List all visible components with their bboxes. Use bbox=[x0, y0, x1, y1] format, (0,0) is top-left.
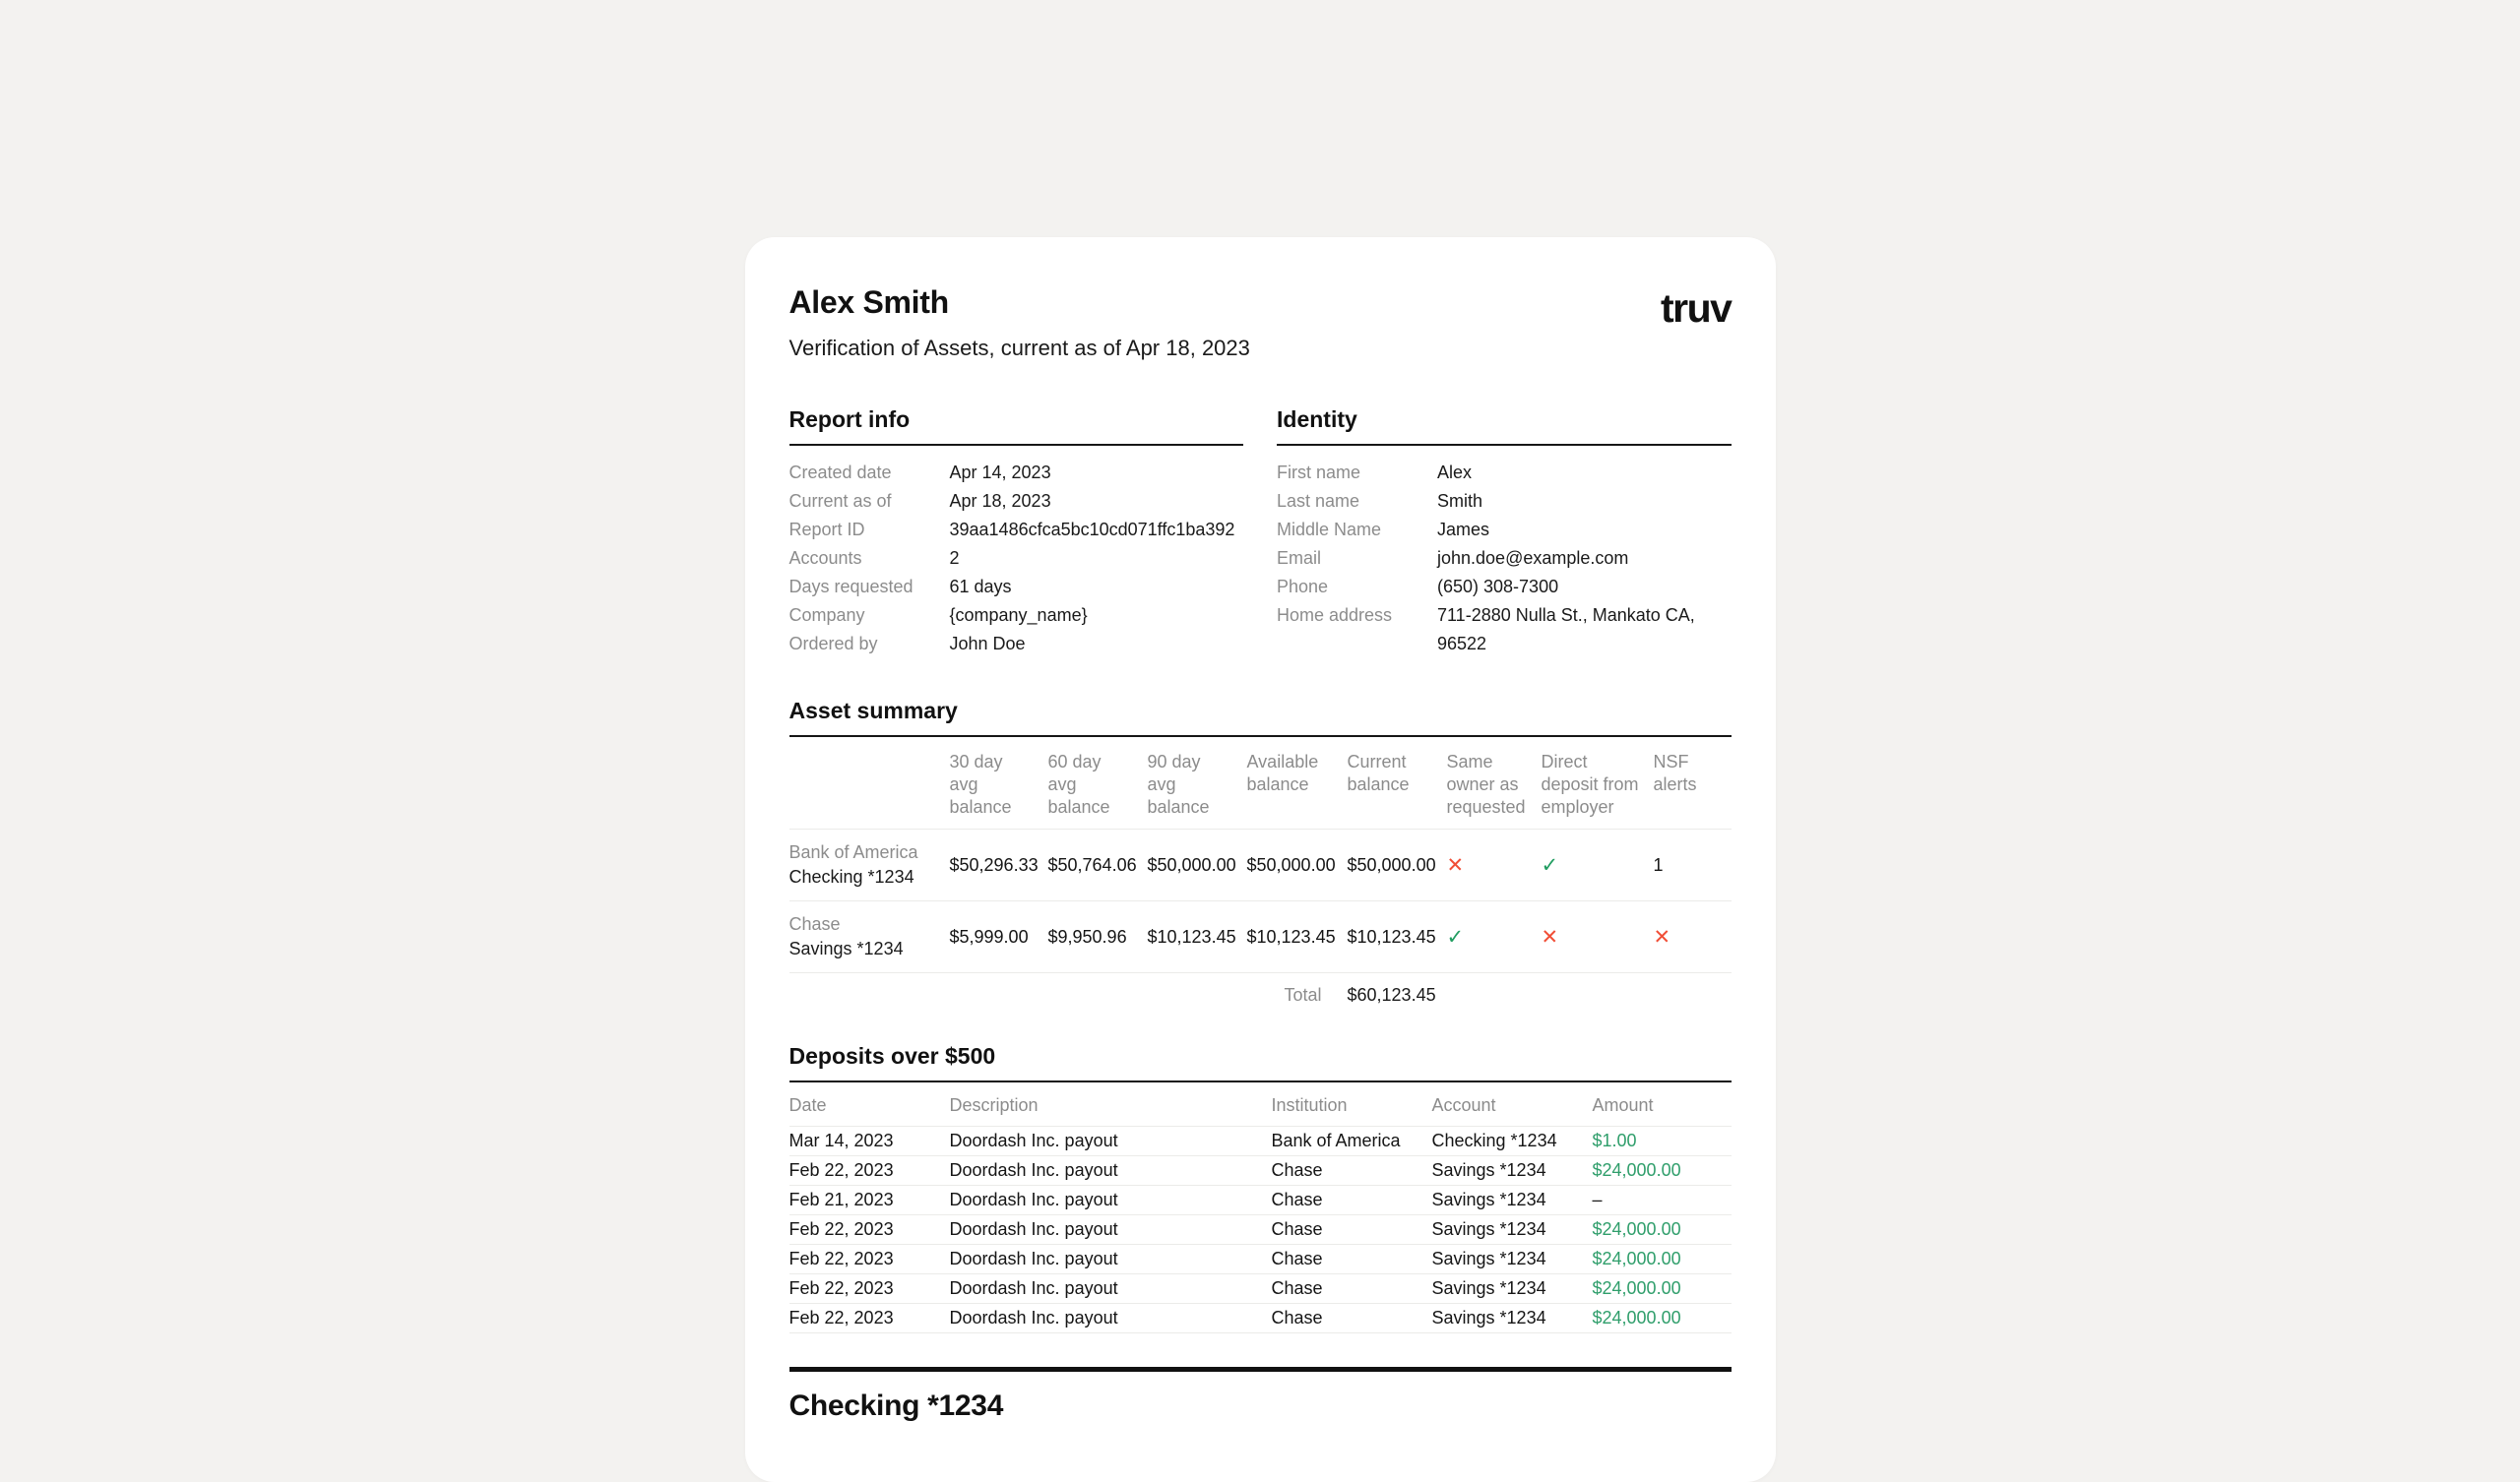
info-value: 711-2880 Nulla St., Mankato CA, 96522 bbox=[1437, 605, 1695, 653]
info-row bbox=[789, 516, 1244, 544]
deposit-account: Savings *1234 bbox=[1431, 1308, 1546, 1328]
deposits-heading: Deposits over $500 bbox=[789, 1043, 1732, 1082]
info-label: First name bbox=[1277, 463, 1361, 482]
asset-summary-section bbox=[789, 698, 1732, 1016]
info-label: Middle Name bbox=[1277, 520, 1382, 539]
total-label: Total bbox=[1284, 985, 1322, 1005]
info-value: {company_name} bbox=[949, 605, 1088, 625]
page-background bbox=[0, 237, 2520, 1477]
info-value: Apr 18, 2023 bbox=[949, 491, 1051, 511]
deposit-date: Feb 22, 2023 bbox=[788, 1278, 894, 1298]
column-header-institution: Institution bbox=[1271, 1095, 1348, 1115]
identity-rows bbox=[1277, 459, 1732, 658]
check-icon: ✓ bbox=[1541, 853, 1559, 877]
deposit-description: Doordash Inc. payout bbox=[949, 1308, 1118, 1328]
deposits-column-headers bbox=[789, 1082, 1732, 1127]
info-row bbox=[1277, 573, 1732, 601]
deposit-institution: Chase bbox=[1271, 1160, 1323, 1180]
deposit-date: Feb 22, 2023 bbox=[788, 1249, 894, 1268]
report-subtitle: Verification of Assets, current as of Apr 18, 2023 bbox=[788, 336, 1250, 360]
info-value: 39aa1486cfca5bc10cd071ffc1ba392 bbox=[949, 520, 1235, 539]
deposit-institution: Chase bbox=[1271, 1278, 1323, 1298]
table-row bbox=[789, 1274, 1732, 1304]
account-section-heading: Checking *1234 bbox=[788, 1389, 1004, 1422]
table-row bbox=[789, 1127, 1732, 1156]
deposit-account: Savings *1234 bbox=[1431, 1160, 1546, 1180]
nsf-alerts-count: 1 bbox=[1653, 854, 1664, 875]
balance-90day: $10,123.45 bbox=[1147, 926, 1236, 947]
cross-icon: ✕ bbox=[1446, 853, 1465, 877]
page-title: Alex Smith bbox=[788, 284, 949, 320]
info-row bbox=[789, 459, 1244, 487]
deposits-section bbox=[789, 1043, 1732, 1333]
deposit-date: Feb 21, 2023 bbox=[788, 1190, 894, 1209]
info-row bbox=[1277, 516, 1732, 544]
account-section-divider bbox=[789, 1367, 1732, 1372]
info-label: Home address bbox=[1277, 605, 1393, 625]
deposit-description: Doordash Inc. payout bbox=[949, 1249, 1118, 1268]
info-label: Company bbox=[788, 605, 865, 625]
column-header-date: Date bbox=[788, 1095, 827, 1115]
balance-available: $50,000.00 bbox=[1246, 854, 1336, 875]
deposit-account: Checking *1234 bbox=[1431, 1131, 1557, 1150]
account-name: Checking *1234 bbox=[788, 867, 914, 887]
table-row bbox=[789, 901, 1732, 973]
info-row bbox=[1277, 601, 1732, 658]
truv-logo: truv bbox=[1661, 285, 1732, 331]
deposit-amount: $24,000.00 bbox=[1592, 1249, 1681, 1268]
info-row bbox=[789, 573, 1244, 601]
deposit-amount: $24,000.00 bbox=[1592, 1278, 1681, 1298]
deposit-description: Doordash Inc. payout bbox=[949, 1278, 1118, 1298]
institution-name: Chase bbox=[788, 914, 841, 934]
column-header-account bbox=[789, 751, 950, 819]
info-label: Accounts bbox=[788, 548, 862, 568]
account-cell bbox=[789, 912, 950, 961]
column-header: 60 day avg balance bbox=[1047, 752, 1110, 817]
table-row bbox=[789, 830, 1732, 901]
balance-available: $10,123.45 bbox=[1246, 926, 1336, 947]
report-info-rows bbox=[789, 459, 1244, 658]
info-value: Apr 14, 2023 bbox=[949, 463, 1051, 482]
account-cell bbox=[789, 840, 950, 890]
info-value: (650) 308-7300 bbox=[1437, 577, 1559, 596]
table-row bbox=[789, 1304, 1732, 1333]
column-header: Direct deposit from employer bbox=[1541, 752, 1639, 817]
deposit-institution: Bank of America bbox=[1271, 1131, 1401, 1150]
cross-icon: ✕ bbox=[1653, 925, 1671, 949]
deposit-date: Feb 22, 2023 bbox=[788, 1219, 894, 1239]
balance-current: $10,123.45 bbox=[1347, 926, 1436, 947]
asset-summary-total-row bbox=[789, 973, 1732, 1016]
info-label: Current as of bbox=[788, 491, 892, 511]
column-header-account: Account bbox=[1431, 1095, 1496, 1115]
info-label: Report ID bbox=[788, 520, 865, 539]
deposit-institution: Chase bbox=[1271, 1219, 1323, 1239]
column-header: 90 day avg balance bbox=[1147, 752, 1210, 817]
identity-section bbox=[1277, 406, 1732, 658]
report-info-heading: Report info bbox=[789, 406, 1244, 446]
balance-current: $50,000.00 bbox=[1347, 854, 1436, 875]
deposit-date: Feb 22, 2023 bbox=[788, 1160, 894, 1180]
info-value: John Doe bbox=[949, 634, 1026, 653]
info-label: Created date bbox=[788, 463, 892, 482]
info-row bbox=[789, 630, 1244, 658]
info-row bbox=[789, 544, 1244, 573]
info-row bbox=[789, 487, 1244, 516]
deposit-account: Savings *1234 bbox=[1431, 1190, 1546, 1209]
balance-60day: $50,764.06 bbox=[1047, 854, 1137, 875]
deposit-account: Savings *1234 bbox=[1431, 1278, 1546, 1298]
deposit-amount: $24,000.00 bbox=[1592, 1219, 1681, 1239]
asset-summary-heading: Asset summary bbox=[789, 698, 1732, 737]
column-header: Current balance bbox=[1347, 752, 1410, 794]
deposit-description: Doordash Inc. payout bbox=[949, 1160, 1118, 1180]
info-value: Alex bbox=[1437, 463, 1473, 482]
info-value: James bbox=[1437, 520, 1490, 539]
table-row bbox=[789, 1215, 1732, 1245]
column-header-description: Description bbox=[949, 1095, 1039, 1115]
deposit-amount: $24,000.00 bbox=[1592, 1160, 1681, 1180]
report-header-text bbox=[789, 284, 1250, 361]
info-row bbox=[1277, 544, 1732, 573]
check-icon: ✓ bbox=[1446, 925, 1465, 949]
info-value: 2 bbox=[949, 548, 960, 568]
deposit-account: Savings *1234 bbox=[1431, 1249, 1546, 1268]
report-info-section bbox=[789, 406, 1244, 658]
balance-30day: $50,296.33 bbox=[949, 854, 1039, 875]
balance-30day: $5,999.00 bbox=[949, 926, 1029, 947]
column-header: Same owner as requested bbox=[1446, 752, 1526, 817]
deposit-description: Doordash Inc. payout bbox=[949, 1219, 1118, 1239]
info-label: Days requested bbox=[788, 577, 914, 596]
info-columns bbox=[789, 406, 1732, 658]
account-name: Savings *1234 bbox=[788, 939, 904, 958]
deposit-institution: Chase bbox=[1271, 1190, 1323, 1209]
info-label: Phone bbox=[1277, 577, 1329, 596]
balance-60day: $9,950.96 bbox=[1047, 926, 1127, 947]
total-value: $60,123.45 bbox=[1347, 985, 1436, 1005]
balance-90day: $50,000.00 bbox=[1147, 854, 1236, 875]
info-label: Last name bbox=[1277, 491, 1360, 511]
cross-icon: ✕ bbox=[1541, 925, 1559, 949]
institution-name: Bank of America bbox=[788, 842, 918, 862]
column-header: Available balance bbox=[1246, 752, 1319, 794]
table-row bbox=[789, 1156, 1732, 1186]
info-label: Ordered by bbox=[788, 634, 878, 653]
info-row bbox=[1277, 459, 1732, 487]
deposit-account: Savings *1234 bbox=[1431, 1219, 1546, 1239]
info-value: Smith bbox=[1437, 491, 1483, 511]
deposit-date: Mar 14, 2023 bbox=[788, 1131, 894, 1150]
column-header: 30 day avg balance bbox=[949, 752, 1012, 817]
deposit-institution: Chase bbox=[1271, 1249, 1323, 1268]
asset-summary-column-headers bbox=[789, 737, 1732, 830]
report-card bbox=[745, 237, 1776, 1482]
deposit-description: Doordash Inc. payout bbox=[949, 1190, 1118, 1209]
info-label: Email bbox=[1277, 548, 1322, 568]
info-value: 61 days bbox=[949, 577, 1012, 596]
info-row bbox=[789, 601, 1244, 630]
info-row bbox=[1277, 487, 1732, 516]
table-row bbox=[789, 1186, 1732, 1215]
deposit-institution: Chase bbox=[1271, 1308, 1323, 1328]
column-header-amount: Amount bbox=[1592, 1095, 1654, 1115]
deposit-amount: $24,000.00 bbox=[1592, 1308, 1681, 1328]
column-header: NSF alerts bbox=[1653, 752, 1697, 794]
table-row bbox=[789, 1245, 1732, 1274]
deposit-amount: $1.00 bbox=[1592, 1131, 1637, 1150]
info-value: john.doe@example.com bbox=[1437, 548, 1629, 568]
deposit-amount: – bbox=[1592, 1190, 1603, 1209]
deposit-description: Doordash Inc. payout bbox=[949, 1131, 1118, 1150]
identity-heading: Identity bbox=[1277, 406, 1732, 446]
report-header bbox=[789, 284, 1732, 361]
deposit-date: Feb 22, 2023 bbox=[788, 1308, 894, 1328]
